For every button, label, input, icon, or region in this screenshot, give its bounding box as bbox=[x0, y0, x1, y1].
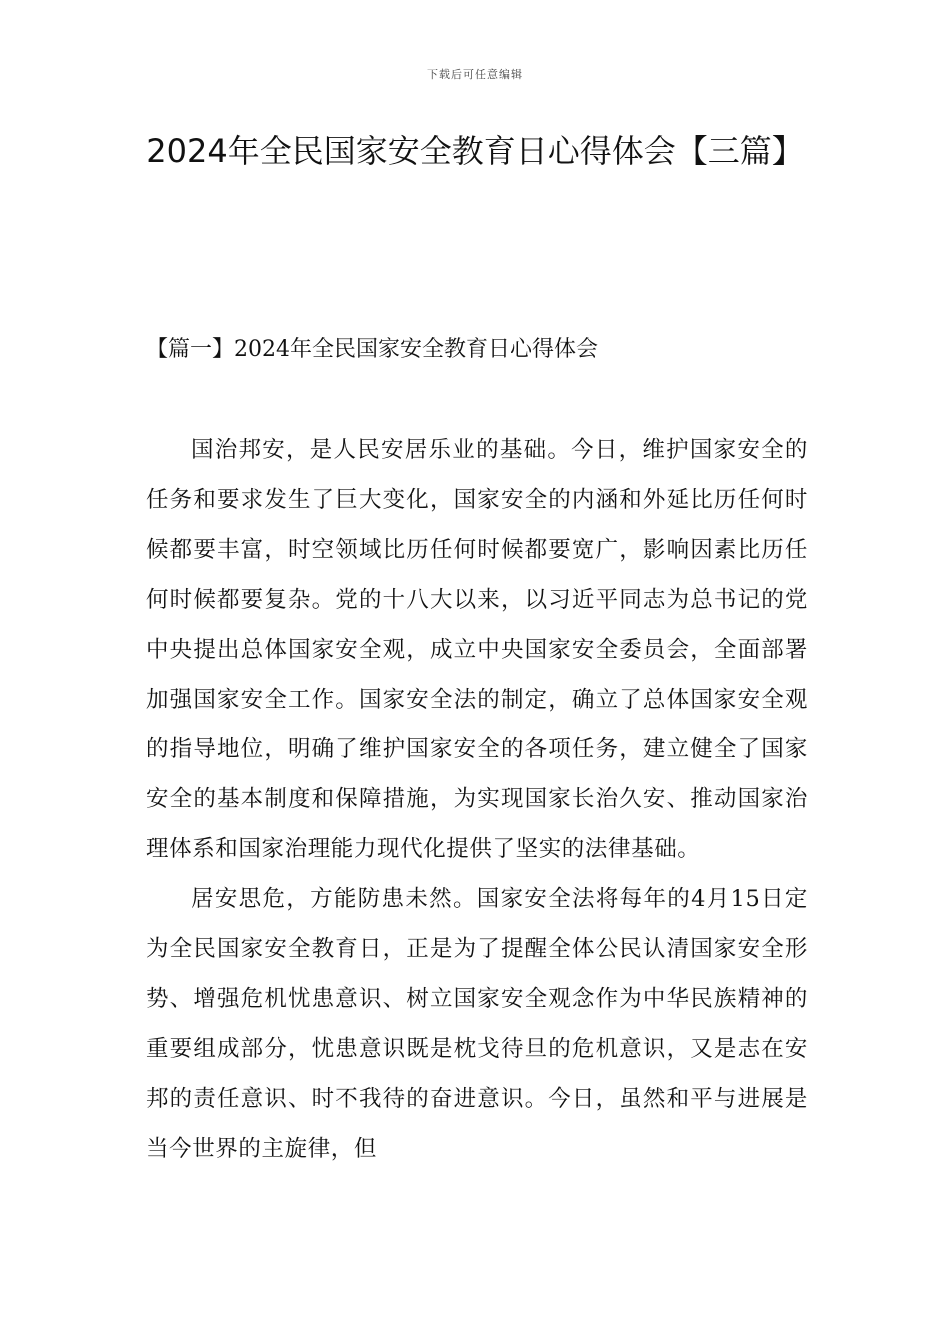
paragraph: 居安思危，方能防患未然。国家安全法将每年的4月15日定为全民国家安全教育日，正是为了提醒全体公民认清国家安全形势、增强危机忧患意识、树立国家安全观念作为中华民族精神的重要组成部分，忧患意识既是枕戈待旦的危机意识，又是志在安邦的责任意识、时不我待的奋进意识。今日，虽然和平与进展是当今世界的主旋律，但 bbox=[146, 886, 808, 1162]
body-text bbox=[146, 426, 808, 1175]
paragraph: 国治邦安，是人民安居乐业的基础。今日，维护国家安全的任务和要求发生了巨大变化，国家安全的内涵和外延比历任何时候都要丰富，时空领域比历任何时候都要宽广，影响因素比历任何时候都要复杂。党的十八大以来，以习近平同志为总书记的党中央提出总体国家安全观，成立中央国家安全委员会，全面部署加强国家安全工作。国家安全法的制定，确立了总体国家安全观的指导地位，明确了维护国家安全的各项任务，建立健全了国家安全的基本制度和保障措施，为实现国家长治久安、推动国家治理体系和国家治理能力现代化提供了坚实的法律基础。 bbox=[146, 437, 808, 863]
section-heading: 【篇一】2024年全民国家安全教育日心得体会 bbox=[146, 337, 598, 362]
download-note: 下载后可任意编辑 bbox=[427, 68, 523, 81]
document-title: 2024年全民国家安全教育日心得体会【三篇】 bbox=[146, 132, 804, 170]
